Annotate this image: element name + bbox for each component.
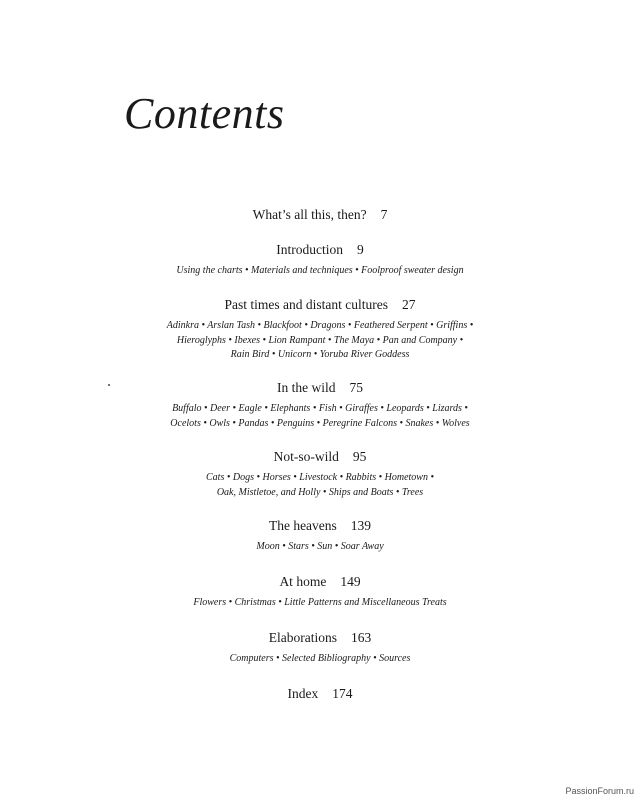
- entry-heading-row: [0, 241, 640, 259]
- entry-title: In the wild: [277, 380, 336, 395]
- entry-subtopics: [0, 652, 640, 667]
- entry-heading-row: [0, 685, 640, 703]
- subtopic-line: Using the charts • Materials and techniques • Foolproof sweater design: [176, 265, 464, 276]
- contents-entry: [0, 629, 640, 667]
- entry-subtopics: [0, 471, 640, 500]
- entry-page-number: 7: [380, 207, 388, 222]
- entry-title: What’s all this, then?: [252, 207, 367, 222]
- contents-entry: [0, 379, 640, 431]
- entry-heading-row: [0, 629, 640, 647]
- entry-heading-row: [0, 517, 640, 535]
- entry-subtopics: [0, 319, 640, 363]
- entry-heading-row: [0, 448, 640, 466]
- entry-subtopics: [0, 264, 640, 279]
- subtopic-line: Flowers • Christmas • Little Patterns and Miscellaneous Treats: [193, 597, 447, 608]
- entry-title: At home: [279, 574, 327, 589]
- contents-entry: [0, 685, 640, 703]
- entry-title: Index: [287, 686, 319, 701]
- entry-page-number: 9: [357, 242, 364, 257]
- subtopic-line: Computers • Selected Bibliography • Sources: [229, 653, 411, 664]
- entry-page-number: 95: [352, 449, 367, 464]
- contents-entry: [0, 573, 640, 611]
- entry-heading-row: [0, 379, 640, 397]
- subtopic-line: Rain Bird • Unicorn • Yoruba River Goddess: [230, 349, 410, 360]
- entry-page-number: 139: [350, 518, 372, 533]
- subtopic-line: Cats • Dogs • Horses • Livestock • Rabbits • Hometown •: [206, 472, 434, 483]
- subtopic-line: Ocelots • Owls • Pandas • Penguins • Peregrine Falcons • Snakes • Wolves: [170, 417, 470, 429]
- contents-entry: [0, 296, 640, 363]
- entry-page-number: 149: [340, 574, 361, 589]
- entry-heading-row: [0, 573, 640, 591]
- entry-title: Not-so-wild: [273, 449, 339, 464]
- entry-page-number: 163: [350, 630, 372, 645]
- entry-title: Elaborations: [268, 630, 337, 645]
- page-title: Contents: [124, 89, 285, 138]
- subtopic-line: Hieroglyphs • Ibexes • Lion Rampant • The Maya • Pan and Company •: [176, 334, 464, 346]
- entry-title: Introduction: [276, 242, 343, 257]
- entry-heading-row: [0, 206, 640, 224]
- entry-page-number: 174: [332, 686, 353, 701]
- entry-title: The heavens: [268, 518, 337, 533]
- contents-entry: [0, 241, 640, 279]
- entry-page-number: 75: [349, 380, 363, 395]
- watermark: PassionForum.ru: [565, 786, 634, 796]
- entry-title: Past times and distant cultures: [224, 297, 388, 312]
- contents-entry: [0, 206, 640, 224]
- entry-subtopics: [0, 540, 640, 555]
- subtopic-line: Moon • Stars • Sun • Soar Away: [256, 541, 384, 552]
- entry-page-number: 27: [401, 297, 416, 312]
- contents-entry: [0, 517, 640, 555]
- subtopic-line: Buffalo • Deer • Eagle • Elephants • Fish • Giraffes • Leopards • Lizards •: [172, 403, 468, 414]
- entry-subtopics: [0, 402, 640, 431]
- subtopic-line: Adinkra • Arslan Tash • Blackfoot • Dragons • Feathered Serpent • Griffins •: [166, 320, 474, 331]
- entry-subtopics: [0, 596, 640, 611]
- subtopic-line: Oak, Mistletoe, and Holly • Ships and Boats • Trees: [216, 486, 424, 498]
- page-speck: [108, 384, 110, 386]
- contents-entry: [0, 448, 640, 500]
- entry-heading-row: [0, 296, 640, 314]
